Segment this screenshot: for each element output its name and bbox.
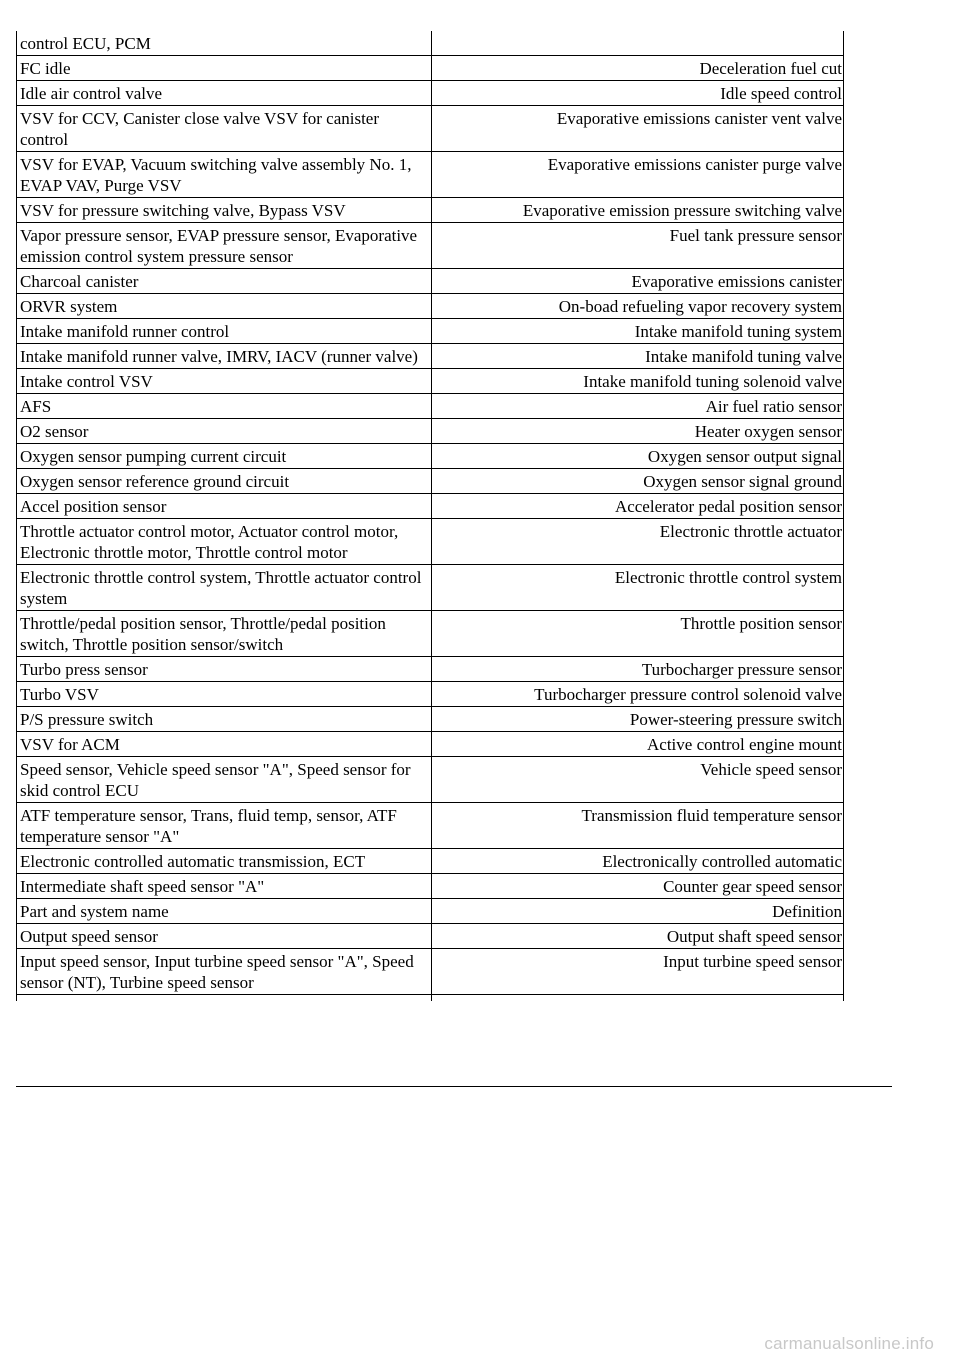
- definition-cell: Active control engine mount: [432, 732, 844, 757]
- definition-cell: Turbocharger pressure control solenoid valve: [432, 682, 844, 707]
- table-row: [17, 707, 844, 732]
- definition-cell: On-boad refueling vapor recovery system: [432, 294, 844, 319]
- definition-cell: Evaporative emission pressure switching valve: [432, 198, 844, 223]
- definition-cell: Intake manifold tuning valve: [432, 344, 844, 369]
- definition-cell: Intake manifold tuning solenoid valve: [432, 369, 844, 394]
- definition-cell: Counter gear speed sensor: [432, 874, 844, 899]
- tail-cell-left: [17, 995, 432, 1002]
- table-row: [17, 31, 844, 56]
- part-name-cell: Accel position sensor: [17, 494, 432, 519]
- part-name-cell: control ECU, PCM: [17, 31, 432, 56]
- definition-cell: Transmission fluid temperature sensor: [432, 803, 844, 849]
- part-name-cell: Throttle actuator control motor, Actuator control motor, Electronic throttle motor, Throttle control motor: [17, 519, 432, 565]
- table-row: [17, 106, 844, 152]
- table-row: [17, 394, 844, 419]
- table-row: [17, 849, 844, 874]
- table-row: [17, 223, 844, 269]
- part-name-cell: Turbo press sensor: [17, 657, 432, 682]
- glossary-table-body: [17, 31, 844, 1001]
- part-name-cell: Intake manifold runner valve, IMRV, IACV (runner valve): [17, 344, 432, 369]
- part-name-cell: Idle air control valve: [17, 81, 432, 106]
- part-name-cell: VSV for pressure switching valve, Bypass VSV: [17, 198, 432, 223]
- part-name-cell: ORVR system: [17, 294, 432, 319]
- table-row: [17, 611, 844, 657]
- part-name-cell: VSV for EVAP, Vacuum switching valve assembly No. 1, EVAP VAV, Purge VSV: [17, 152, 432, 198]
- page-bottom-rule: [16, 1086, 892, 1087]
- definition-cell: Heater oxygen sensor: [432, 419, 844, 444]
- definition-cell: Electronically controlled automatic: [432, 849, 844, 874]
- table-row: [17, 469, 844, 494]
- table-row: [17, 874, 844, 899]
- part-name-cell: Oxygen sensor pumping current circuit: [17, 444, 432, 469]
- definition-cell: Evaporative emissions canister: [432, 269, 844, 294]
- table-row: [17, 56, 844, 81]
- definition-cell: Intake manifold tuning system: [432, 319, 844, 344]
- tail-cell-right: [432, 995, 844, 1002]
- definition-cell: Turbocharger pressure sensor: [432, 657, 844, 682]
- table-row: [17, 419, 844, 444]
- definition-cell: Input turbine speed sensor: [432, 949, 844, 995]
- definition-cell: [432, 31, 844, 56]
- part-name-cell: ATF temperature sensor, Trans, fluid temp, sensor, ATF temperature sensor "A": [17, 803, 432, 849]
- definition-cell: Accelerator pedal position sensor: [432, 494, 844, 519]
- table-row: [17, 949, 844, 995]
- part-name-cell: Electronic controlled automatic transmission, ECT: [17, 849, 432, 874]
- table-row: [17, 369, 844, 394]
- table-row: [17, 198, 844, 223]
- part-name-cell: Output speed sensor: [17, 924, 432, 949]
- table-row: [17, 294, 844, 319]
- part-name-cell: Turbo VSV: [17, 682, 432, 707]
- part-name-cell: VSV for ACM: [17, 732, 432, 757]
- definition-cell: Evaporative emissions canister vent valve: [432, 106, 844, 152]
- part-name-cell: AFS: [17, 394, 432, 419]
- part-name-cell: Throttle/pedal position sensor, Throttle/pedal position switch, Throttle position sensor/switch: [17, 611, 432, 657]
- definition-cell: Electronic throttle control system: [432, 565, 844, 611]
- definition-cell: Vehicle speed sensor: [432, 757, 844, 803]
- part-name-cell: Speed sensor, Vehicle speed sensor "A", Speed sensor for skid control ECU: [17, 757, 432, 803]
- definition-cell: Oxygen sensor output signal: [432, 444, 844, 469]
- table-row: [17, 519, 844, 565]
- part-name-cell: Oxygen sensor reference ground circuit: [17, 469, 432, 494]
- table-row: [17, 682, 844, 707]
- definition-cell: Air fuel ratio sensor: [432, 394, 844, 419]
- part-name-cell: VSV for CCV, Canister close valve VSV for canister control: [17, 106, 432, 152]
- table-row: [17, 803, 844, 849]
- definition-cell: Evaporative emissions canister purge valve: [432, 152, 844, 198]
- table-row: [17, 899, 844, 924]
- table-tail-row: [17, 995, 844, 1002]
- site-watermark: carmanualsonline.info: [764, 1334, 934, 1353]
- definition-cell: Idle speed control: [432, 81, 844, 106]
- table-row: [17, 319, 844, 344]
- table-row: [17, 152, 844, 198]
- glossary-table-container: [16, 31, 843, 1001]
- part-name-cell: Vapor pressure sensor, EVAP pressure sensor, Evaporative emission control system pressure sensor: [17, 223, 432, 269]
- part-name-cell: O2 sensor: [17, 419, 432, 444]
- table-row: [17, 657, 844, 682]
- glossary-table: [16, 31, 844, 1001]
- table-row: [17, 494, 844, 519]
- definition-cell: Deceleration fuel cut: [432, 56, 844, 81]
- part-name-cell: Intermediate shaft speed sensor "A": [17, 874, 432, 899]
- part-name-cell: P/S pressure switch: [17, 707, 432, 732]
- part-name-cell: Charcoal canister: [17, 269, 432, 294]
- table-row: [17, 924, 844, 949]
- part-name-cell: Part and system name: [17, 899, 432, 924]
- definition-cell: Definition: [432, 899, 844, 924]
- table-row: [17, 269, 844, 294]
- definition-cell: Throttle position sensor: [432, 611, 844, 657]
- definition-cell: Power-steering pressure switch: [432, 707, 844, 732]
- definition-cell: Output shaft speed sensor: [432, 924, 844, 949]
- part-name-cell: Input speed sensor, Input turbine speed sensor "A", Speed sensor (NT), Turbine speed sensor: [17, 949, 432, 995]
- table-row: [17, 732, 844, 757]
- part-name-cell: Electronic throttle control system, Throttle actuator control system: [17, 565, 432, 611]
- table-row: [17, 444, 844, 469]
- table-row: [17, 81, 844, 106]
- part-name-cell: Intake manifold runner control: [17, 319, 432, 344]
- table-row: [17, 565, 844, 611]
- table-row: [17, 757, 844, 803]
- definition-cell: Fuel tank pressure sensor: [432, 223, 844, 269]
- definition-cell: Oxygen sensor signal ground: [432, 469, 844, 494]
- table-row: [17, 344, 844, 369]
- part-name-cell: FC idle: [17, 56, 432, 81]
- definition-cell: Electronic throttle actuator: [432, 519, 844, 565]
- part-name-cell: Intake control VSV: [17, 369, 432, 394]
